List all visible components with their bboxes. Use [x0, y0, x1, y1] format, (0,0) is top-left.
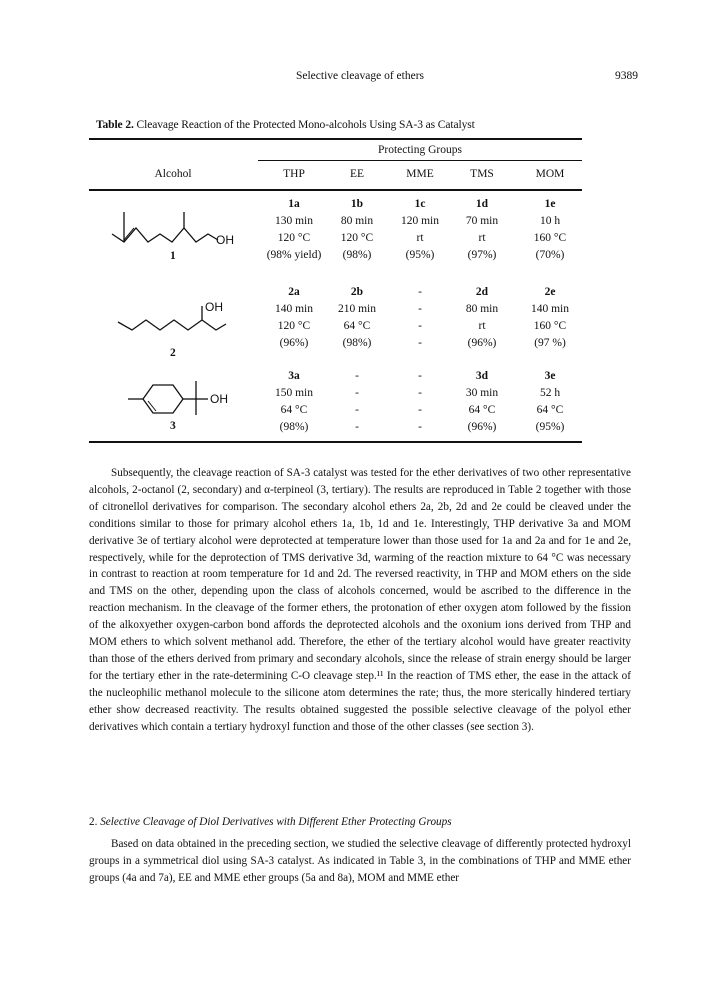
cell-3e-temp: 64 °C [536, 404, 564, 416]
cell-3d-id: 3d [475, 370, 489, 382]
cell-3c-temp: - [418, 404, 422, 416]
cell-3b-yield: - [355, 421, 359, 433]
cell-2e-id: 2e [544, 286, 556, 298]
compound-2-oh-label: OH [205, 300, 223, 314]
table-caption [96, 119, 475, 131]
cell-1a-yield: (98% yield) [266, 249, 322, 261]
table-top-rule [89, 138, 582, 140]
cell-1e-id: 1e [544, 198, 556, 210]
cell-3c-id: - [418, 370, 422, 382]
cell-1b-yield: (98%) [342, 249, 372, 261]
column-header-mme: MME [406, 168, 434, 180]
column-header-tms: TMS [470, 168, 494, 180]
cell-2a-yield: (96%) [279, 337, 309, 349]
cell-1c-temp: rt [416, 232, 424, 244]
cell-3e-yield: (95%) [535, 421, 565, 433]
page-number: 9389 [615, 70, 638, 82]
cell-2b-id: 2b [350, 286, 364, 298]
cell-2d-yield: (96%) [467, 337, 497, 349]
cell-2c-time: - [418, 303, 422, 315]
cell-1c-id: 1c [414, 198, 426, 210]
cell-2c-yield: - [418, 337, 422, 349]
alcohol-header: Alcohol [154, 168, 192, 180]
section-heading [89, 816, 452, 828]
group-header-rule [258, 160, 582, 161]
cell-1d-yield: (97%) [467, 249, 497, 261]
cell-3e-time: 52 h [539, 387, 561, 399]
cell-3d-temp: 64 °C [468, 404, 496, 416]
cell-2a-temp: 120 °C [277, 320, 311, 332]
cell-3a-yield: (98%) [279, 421, 309, 433]
terpineol-structure [128, 373, 223, 418]
cell-2b-temp: 64 °C [343, 320, 371, 332]
cell-3b-time: - [355, 387, 359, 399]
cell-2c-temp: - [418, 320, 422, 332]
cell-3c-time: - [418, 387, 422, 399]
cell-1d-id: 1d [475, 198, 489, 210]
compound-3-number: 3 [170, 420, 176, 432]
cell-3c-yield: - [418, 421, 422, 433]
cell-1d-temp: rt [478, 232, 486, 244]
cell-1b-id: 1b [350, 198, 364, 210]
section-title: Selective Cleavage of Diol Derivatives with Different Ether Protecting Groups [100, 816, 452, 828]
column-header-thp: THP [283, 168, 305, 180]
compound-1-number: 1 [170, 250, 176, 262]
cell-3e-id: 3e [544, 370, 556, 382]
cell-1d-time: 70 min [465, 215, 499, 227]
compound-2-number: 2 [170, 347, 176, 359]
table-caption-text: Cleavage Reaction of the Protected Mono-alcohols Using SA-3 as Catalyst [136, 119, 475, 131]
protecting-groups-header: Protecting Groups [377, 144, 462, 156]
cell-1a-id: 1a [288, 198, 300, 210]
cell-3b-temp: - [355, 404, 359, 416]
cell-2d-temp: rt [478, 320, 486, 332]
table-bottom-rule [89, 441, 582, 443]
cell-3a-temp: 64 °C [280, 404, 308, 416]
body-paragraph: Subsequently, the cleavage reaction of SA-3 catalyst was tested for the ether derivatives of two other representative alcohols, 2-octanol (2, secondary) and α-terpineol (3, tertiary). The results are reproduced in Table 2 together with those of citronellol derivatives for comparison. The secondary alcohol ethers 2a, 2b, 2d and 2e could be cleaved under the conditions similar to those for primary alcohol ethers 1a, 1b, 1d and 1e. Interestingly, THP derivative 3a and MOM derivative 3e of tertiary alcohol were deprotected at temperature lower than those used for 1a and 2a and for 1e and 2e, respectively, while for the deprotection of TMS derivative 3d, warming of the reaction mixture to 64 °C was necessary in contrast to reaction at room temperature for 1d and 2d. The reversed reactivity, in THP and MOM ethers on the side and TMS on the other, depending upon the class of alcohols concerned, would be ascribed to the difference in the reaction mechanism. In the cleavage of the former ethers, the protonation of ether oxygen atom followed by the fission of the alkoxyether oxygen-carbon bond affords the deprotected alcohols and the oxonium ions derived from THP and MOM ethers to which solvent methanol add. Therefore, the ether of the tertiary alcohol would have greater reactivity than those of the ethers derived from primary and secondary alcohols, since the release of strain energy should be larger for the tertiary ether in the rate-determining C-O cleavage step.¹¹ In the reaction of TMS ether, the ease in the attack of the nucleophilic methanol molecule to the silicone atom determines the rate; thus, the more sterically hindered tertiary ether show decreased reactivity. The results obtained suggested the possible selective cleavage of the polyol ether derivatives which contain a tertiary hydroxyl function and those of the other classes (see section 3). [89, 467, 631, 733]
cell-1c-yield: (95%) [405, 249, 435, 261]
cell-2d-time: 80 min [465, 303, 499, 315]
cell-1e-yield: (70%) [535, 249, 565, 261]
cell-3b-id: - [355, 370, 359, 382]
cell-3d-yield: (96%) [467, 421, 497, 433]
compound-1-oh-label: OH [216, 233, 234, 247]
cell-2d-id: 2d [475, 286, 489, 298]
cell-2c-id: - [418, 286, 422, 298]
cell-1c-time: 120 min [400, 215, 439, 227]
cell-3a-id: 3a [288, 370, 300, 382]
cell-1a-temp: 120 °C [277, 232, 311, 244]
cell-3a-time: 150 min [274, 387, 313, 399]
cell-1a-time: 130 min [274, 215, 313, 227]
cell-2e-time: 140 min [530, 303, 569, 315]
table-caption-label: Table 2. [96, 119, 134, 131]
section-paragraph: Based on data obtained in the preceding section, we studied the selective cleavage of differently protected hydroxyl groups in a symmetrical diol using SA-3 catalyst. As indicated in Table 3, in the combinations of THP and MME ether groups (4a and 7a), EE and MME ether groups (5a and 8a), MOM and MME ether [89, 838, 631, 884]
body-text [89, 465, 631, 736]
citronellol-structure [112, 208, 232, 253]
column-header-rule [89, 189, 582, 191]
cell-3d-time: 30 min [465, 387, 499, 399]
cell-1b-time: 80 min [340, 215, 374, 227]
cell-2b-time: 210 min [337, 303, 376, 315]
compound-3-oh-label: OH [210, 392, 228, 406]
cell-1b-temp: 120 °C [340, 232, 374, 244]
column-header-mom: MOM [535, 168, 565, 180]
column-header-ee: EE [349, 168, 365, 180]
cell-2e-temp: 160 °C [533, 320, 567, 332]
section-number: 2. [89, 816, 98, 828]
section-body [89, 836, 631, 887]
cell-2a-id: 2a [288, 286, 300, 298]
running-header-title: Selective cleavage of ethers [295, 70, 425, 82]
cell-2a-time: 140 min [274, 303, 313, 315]
cell-1e-temp: 160 °C [533, 232, 567, 244]
cell-1e-time: 10 h [539, 215, 561, 227]
cell-2e-yield: (97 %) [534, 337, 566, 349]
cell-2b-yield: (98%) [342, 337, 372, 349]
